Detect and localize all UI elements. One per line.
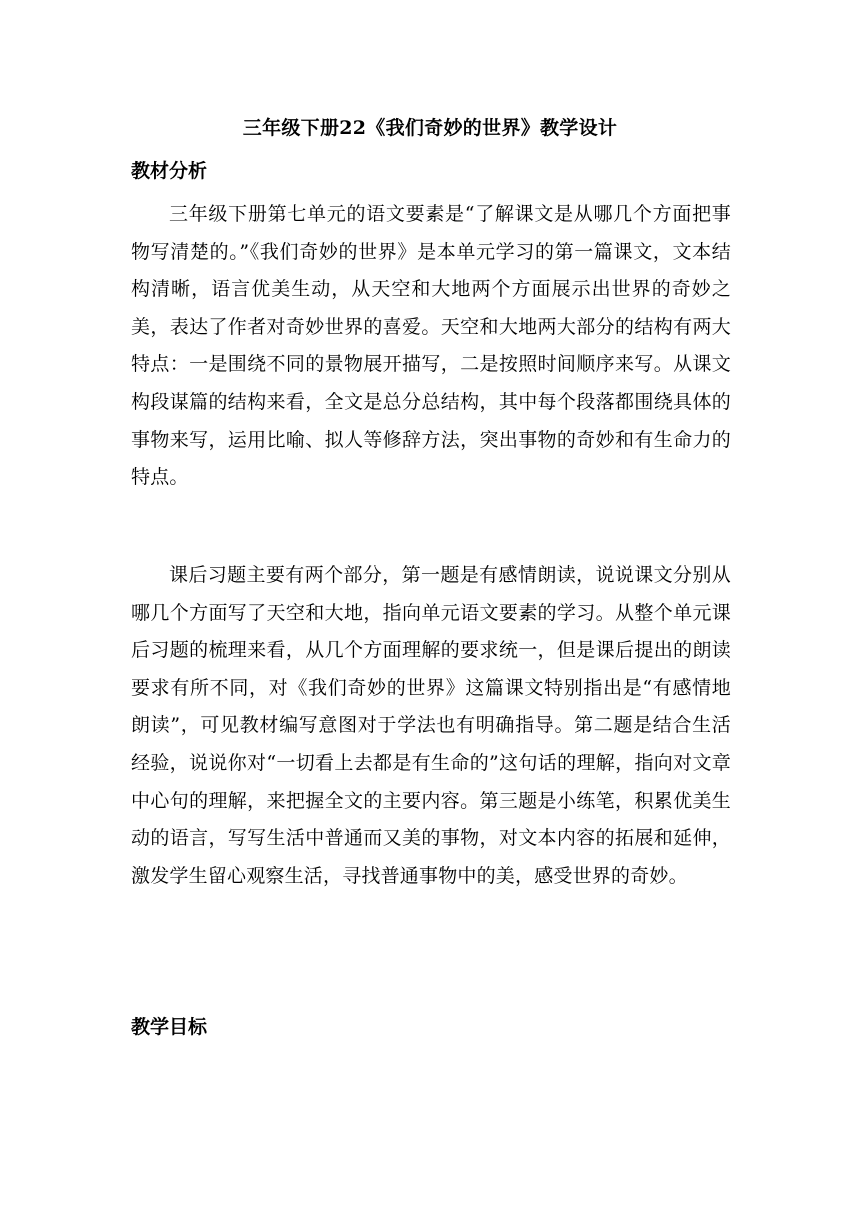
section-heading-textbook-analysis: 教材分析 bbox=[131, 160, 208, 182]
document-title: 三年级下册22《我们奇妙的世界》教学设计 bbox=[242, 117, 618, 139]
paragraph-textbook-analysis-1: 三年级下册第七单元的语文要素是“了解课文是从哪几个方面把事物写清楚的。”《我们奇妙的世界》是本单元学习的第一篇课文，文本结构清晰，语言优美生动，从天空和大地两个方面展示出世界的奇妙之美，表达了作者对奇妙世界的喜爱。天空和大地两大部分的结构有两大特点：一是围绕不同的景物展开描写，二是按照时间顺序来写。从课文构段谋篇的结构来看，全文是总分总结构，其中每个段落都围绕具体的事物来写，运用比喻、拟人等修辞方法，突出事物的奇妙和有生命力的特点。 bbox=[131, 203, 731, 489]
paragraph-textbook-analysis-2: 课后习题主要有两个部分，第一题是有感情朗读，说说课文分别从哪几个方面写了天空和大地，指向单元语文要素的学习。从整个单元课后习题的梳理来看，从几个方面理解的要求统一，但是课后提出的朗读要求有所不同，对《我们奇妙的世界》这篇课文特别指出是“有感情地朗读”，可见教材编写意图对于学法也有明确指导。第二题是结合生活经验，说说你对“一切看上去都是有生命的”这句话的理解，指向对文章中心句的理解，来把握全文的主要内容。第三题是小练笔，积累优美生动的语言，写写生活中普通而又美的事物，对文本内容的拓展和延伸，激发学生留心观察生活，寻找普通事物中的美，感受世界的奇妙。 bbox=[131, 564, 731, 887]
section-heading-teaching-objectives: 教学目标 bbox=[131, 1016, 208, 1038]
